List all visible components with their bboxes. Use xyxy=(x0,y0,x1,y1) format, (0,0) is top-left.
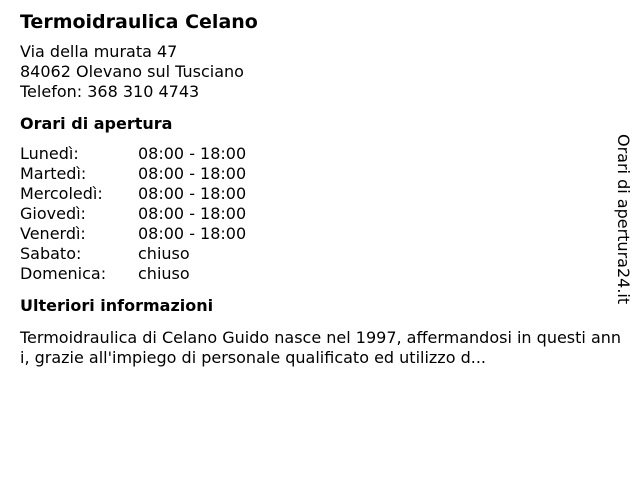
hours-day: Giovedì: xyxy=(20,204,86,223)
address-city: 84062 Olevano sul Tusciano xyxy=(20,62,244,81)
hours-day: Venerdì: xyxy=(20,224,86,243)
hours-time: 08:00 - 18:00 xyxy=(138,144,247,163)
hours-day: Mercoledì: xyxy=(20,184,103,203)
brand-watermark: Orari di apertura24.it xyxy=(614,134,633,305)
hours-day: Martedì: xyxy=(20,164,87,183)
opening-hours-table xyxy=(20,144,632,284)
more-info-heading: Ulteriori informazioni xyxy=(20,296,214,315)
hours-time: 08:00 - 18:00 xyxy=(138,184,247,203)
hours-time: 08:00 - 18:00 xyxy=(138,224,247,243)
hours-day: Sabato: xyxy=(20,244,82,263)
hours-day: Lunedì: xyxy=(20,144,79,163)
hours-time: 08:00 - 18:00 xyxy=(138,164,247,183)
hours-row-monday xyxy=(20,144,632,164)
address-street: Via della murata 47 xyxy=(20,42,178,61)
hours-row-wednesday xyxy=(20,184,632,204)
business-name: Termoidraulica Celano xyxy=(20,11,258,33)
hours-row-thursday xyxy=(20,204,632,224)
hours-time: chiuso xyxy=(138,264,190,283)
hours-row-friday xyxy=(20,224,632,244)
opening-hours-heading: Orari di apertura xyxy=(20,114,173,133)
hours-time: chiuso xyxy=(138,244,190,263)
hours-row-tuesday xyxy=(20,164,632,184)
address-block xyxy=(20,42,632,102)
hours-day: Domenica: xyxy=(20,264,107,283)
more-info-text: Termoidraulica di Celano Guido nasce nel 1997, affermandosi in questi anni, grazie all'impiego di personale qualificato ed utilizzo d... xyxy=(20,328,622,367)
hours-time: 08:00 - 18:00 xyxy=(138,204,247,223)
business-card xyxy=(20,10,632,368)
hours-row-sunday xyxy=(20,264,632,284)
hours-row-saturday xyxy=(20,244,632,264)
phone-number: Telefon: 368 310 4743 xyxy=(20,82,200,101)
